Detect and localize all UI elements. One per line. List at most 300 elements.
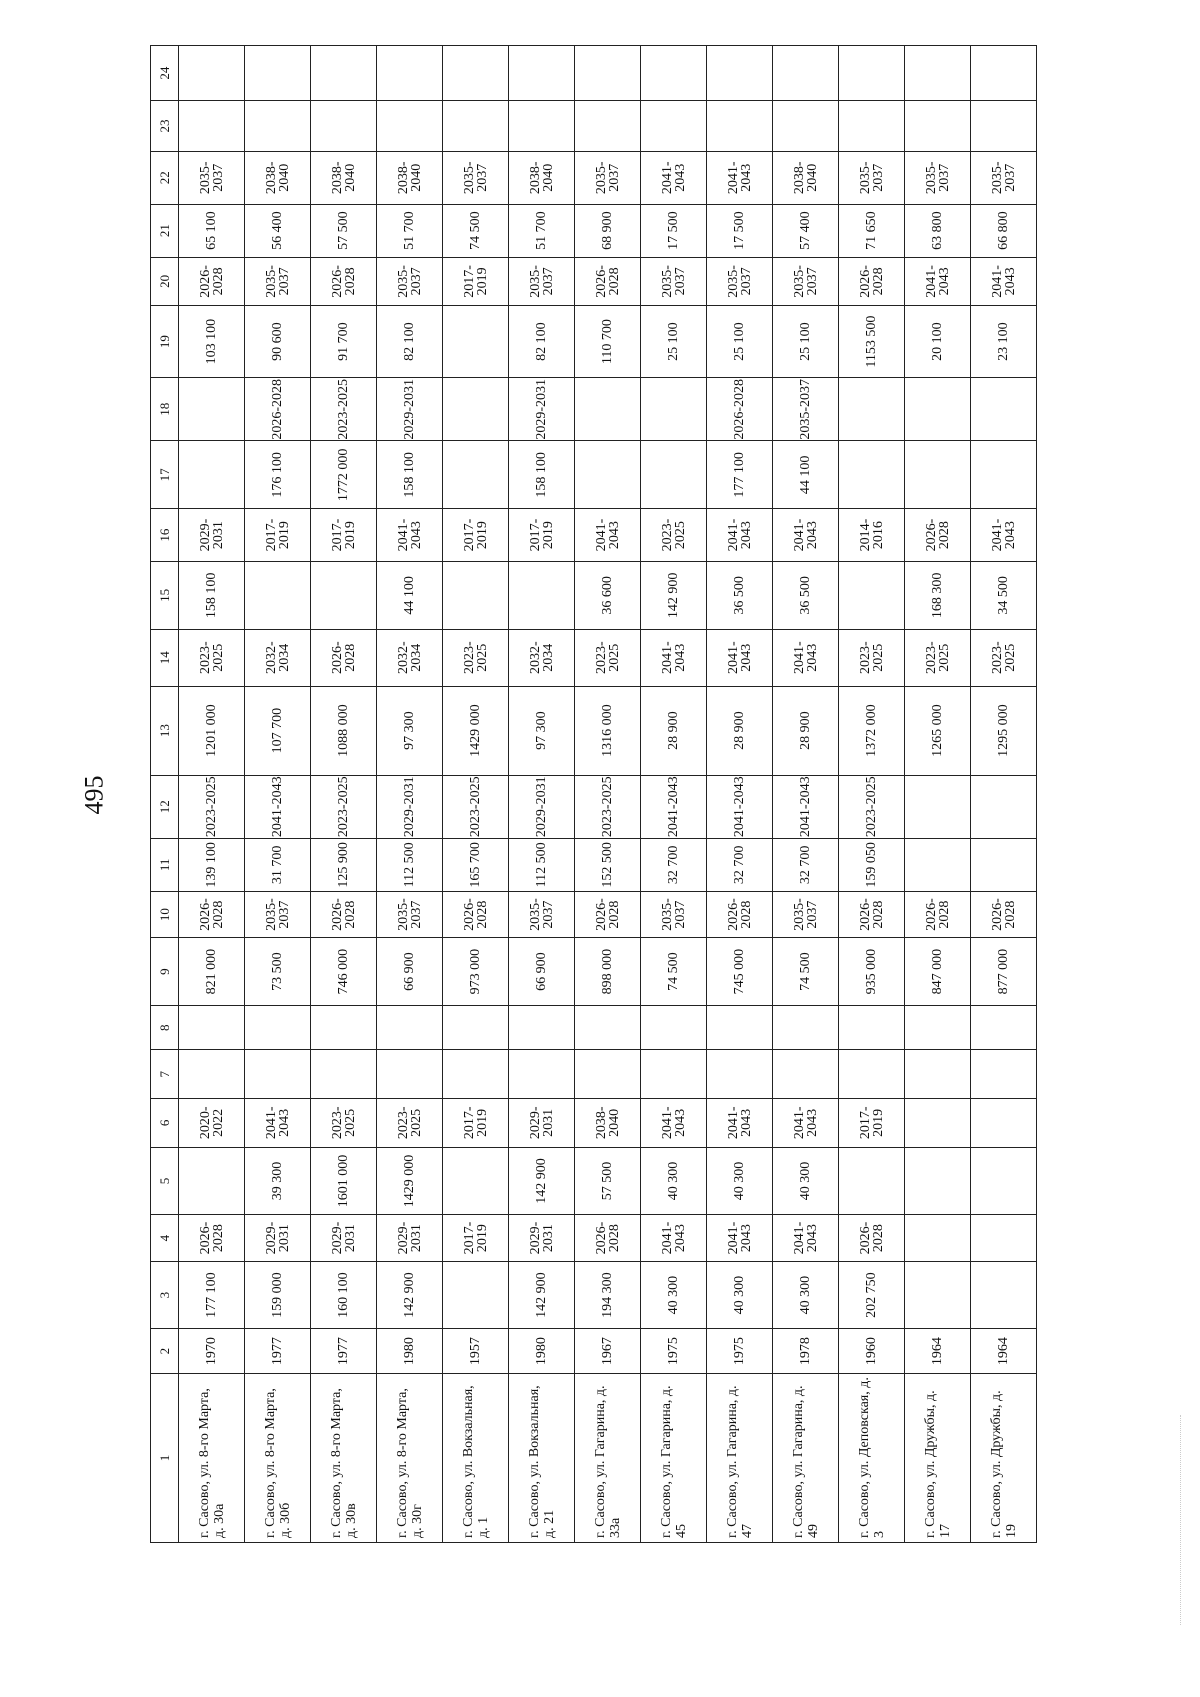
table-cell: 2035-2037 bbox=[377, 257, 443, 306]
table-cell: 17 500 bbox=[707, 204, 773, 257]
table-cell: 2035-2037 bbox=[707, 257, 773, 306]
table-cell: 2041-2043 bbox=[641, 629, 707, 686]
table-cell: 40 300 bbox=[707, 1147, 773, 1215]
table-cell: 2035-2037 bbox=[245, 891, 311, 938]
table-cell bbox=[839, 1006, 905, 1050]
table-cell: 65 100 bbox=[179, 204, 245, 257]
table-cell: 1429 000 bbox=[377, 1147, 443, 1215]
column-header: 16 bbox=[151, 509, 179, 562]
table-cell bbox=[971, 1050, 1037, 1099]
table-cell: 2029-2031 bbox=[509, 1215, 575, 1262]
table-cell: 2038-2040 bbox=[509, 151, 575, 204]
column-header: 20 bbox=[151, 257, 179, 306]
table-cell: 2038-2040 bbox=[575, 1099, 641, 1148]
column-header: 9 bbox=[151, 938, 179, 1006]
table-cell: 2041-2043 bbox=[773, 629, 839, 686]
table-cell: 28 900 bbox=[773, 686, 839, 775]
table-cell: 139 100 bbox=[179, 838, 245, 891]
table-cell: 66 800 bbox=[971, 204, 1037, 257]
table-cell: 2041-2043 bbox=[641, 1099, 707, 1148]
table-cell: 2026-2028 bbox=[707, 378, 773, 441]
table-cell: 2023-2025 bbox=[839, 629, 905, 686]
table-cell bbox=[377, 46, 443, 101]
table-cell bbox=[839, 1050, 905, 1099]
table-cell bbox=[773, 46, 839, 101]
column-header: 11 bbox=[151, 838, 179, 891]
table-cell: 2026-2028 bbox=[971, 891, 1037, 938]
rotated-table-wrapper bbox=[150, 45, 1050, 1543]
address-cell: г. Сасово, ул. Гагарина, д. 47 bbox=[707, 1373, 773, 1542]
table-cell: 112 500 bbox=[377, 838, 443, 891]
table-cell: 973 000 bbox=[443, 938, 509, 1006]
table-cell: 57 500 bbox=[575, 1147, 641, 1215]
table-row bbox=[707, 46, 773, 1543]
table-row bbox=[971, 46, 1037, 1543]
table-cell: 1978 bbox=[773, 1329, 839, 1373]
table-cell: 2026-2028 bbox=[311, 629, 377, 686]
table-cell: 2041-2043 bbox=[641, 775, 707, 838]
address-cell: г. Сасово, ул. Деповская, д. 3 bbox=[839, 1373, 905, 1542]
table-cell: 2041-2043 bbox=[773, 1215, 839, 1262]
table-cell: 2026-2028 bbox=[575, 891, 641, 938]
table-cell: 57 500 bbox=[311, 204, 377, 257]
table-cell: 1295 000 bbox=[971, 686, 1037, 775]
table-cell bbox=[905, 1147, 971, 1215]
table-cell bbox=[707, 46, 773, 101]
table-cell: 39 300 bbox=[245, 1147, 311, 1215]
table-cell bbox=[311, 46, 377, 101]
table-cell: 2041-2043 bbox=[905, 257, 971, 306]
table-cell: 2029-2031 bbox=[179, 509, 245, 562]
table-cell: 745 000 bbox=[707, 938, 773, 1006]
table-cell: 2029-2031 bbox=[245, 1215, 311, 1262]
table-cell: 73 500 bbox=[245, 938, 311, 1006]
table-cell: 2032-2034 bbox=[245, 629, 311, 686]
table-cell: 2029-2031 bbox=[509, 378, 575, 441]
table-row bbox=[905, 46, 971, 1543]
table-cell: 32 700 bbox=[773, 838, 839, 891]
table-cell bbox=[839, 1147, 905, 1215]
table-cell bbox=[905, 378, 971, 441]
address-cell: г. Сасово, ул. 8-го Марта, д. 30а bbox=[179, 1373, 245, 1542]
table-cell bbox=[245, 562, 311, 630]
table-cell: 152 500 bbox=[575, 838, 641, 891]
table-row bbox=[311, 46, 377, 1543]
table-cell: 877 000 bbox=[971, 938, 1037, 1006]
table-cell: 2035-2037 bbox=[509, 257, 575, 306]
table-cell: 90 600 bbox=[245, 306, 311, 378]
table-cell bbox=[245, 46, 311, 101]
table-cell bbox=[443, 1147, 509, 1215]
table-cell: 2026-2028 bbox=[311, 891, 377, 938]
table-cell: 2035-2037 bbox=[641, 257, 707, 306]
table-cell: 2017-2019 bbox=[245, 509, 311, 562]
table-cell: 2026-2028 bbox=[905, 509, 971, 562]
table-cell: 158 100 bbox=[509, 441, 575, 509]
table-cell: 821 000 bbox=[179, 938, 245, 1006]
table-cell: 2035-2037 bbox=[971, 151, 1037, 204]
table-cell bbox=[971, 838, 1037, 891]
column-header: 5 bbox=[151, 1147, 179, 1215]
table-cell: 36 600 bbox=[575, 562, 641, 630]
table-cell: 158 100 bbox=[179, 562, 245, 630]
table-cell: 40 300 bbox=[707, 1261, 773, 1329]
address-cell: г. Сасово, ул. 8-го Марта, д. 30б bbox=[245, 1373, 311, 1542]
table-cell: 165 700 bbox=[443, 838, 509, 891]
table-row bbox=[509, 46, 575, 1543]
table-cell bbox=[905, 101, 971, 152]
table-cell: 2041-2043 bbox=[245, 1099, 311, 1148]
table-cell: 2020-2022 bbox=[179, 1099, 245, 1148]
table-cell: 63 800 bbox=[905, 204, 971, 257]
header-row bbox=[151, 46, 179, 1543]
column-header: 21 bbox=[151, 204, 179, 257]
table-cell: 194 300 bbox=[575, 1261, 641, 1329]
table-cell: 32 700 bbox=[707, 838, 773, 891]
table-cell bbox=[509, 101, 575, 152]
table-cell: 2041-2043 bbox=[707, 1215, 773, 1262]
table-cell: 34 500 bbox=[971, 562, 1037, 630]
table-cell bbox=[443, 101, 509, 152]
table-cell: 2035-2037 bbox=[839, 151, 905, 204]
table-cell bbox=[245, 101, 311, 152]
table-cell bbox=[179, 378, 245, 441]
table-body bbox=[151, 46, 1037, 1543]
table-cell: 74 500 bbox=[773, 938, 839, 1006]
column-header: 13 bbox=[151, 686, 179, 775]
table-cell bbox=[443, 562, 509, 630]
table-cell bbox=[311, 562, 377, 630]
table-cell: 2041-2043 bbox=[773, 509, 839, 562]
table-cell: 103 100 bbox=[179, 306, 245, 378]
table-cell: 57 400 bbox=[773, 204, 839, 257]
table-cell: 2014-2016 bbox=[839, 509, 905, 562]
address-cell: г. Сасово, ул. Дружбы, д. 19 bbox=[971, 1373, 1037, 1542]
table-cell: 176 100 bbox=[245, 441, 311, 509]
table-cell bbox=[641, 1050, 707, 1099]
table-cell: 82 100 bbox=[377, 306, 443, 378]
table-cell bbox=[179, 441, 245, 509]
table-cell bbox=[905, 1099, 971, 1148]
table-cell: 2023-2025 bbox=[179, 775, 245, 838]
table-cell: 142 900 bbox=[509, 1147, 575, 1215]
address-cell: г. Сасово, ул. 8-го Марта, д. 30в bbox=[311, 1373, 377, 1542]
table-cell: 2041-2043 bbox=[773, 1099, 839, 1148]
table-cell bbox=[773, 1050, 839, 1099]
table-cell: 2041-2043 bbox=[707, 1099, 773, 1148]
table-cell: 51 700 bbox=[509, 204, 575, 257]
table-cell bbox=[443, 46, 509, 101]
table-cell: 1977 bbox=[311, 1329, 377, 1373]
table-cell bbox=[971, 775, 1037, 838]
address-cell: г. Сасово, ул. Гагарина, д. 33а bbox=[575, 1373, 641, 1542]
table-row bbox=[575, 46, 641, 1543]
table-cell: 2029-2031 bbox=[377, 378, 443, 441]
table-cell: 40 300 bbox=[773, 1261, 839, 1329]
table-cell: 28 900 bbox=[641, 686, 707, 775]
table-cell: 2023-2025 bbox=[971, 629, 1037, 686]
table-cell: 66 900 bbox=[377, 938, 443, 1006]
table-cell: 25 100 bbox=[773, 306, 839, 378]
table-cell: 1960 bbox=[839, 1329, 905, 1373]
table-cell: 202 750 bbox=[839, 1261, 905, 1329]
table-cell bbox=[575, 378, 641, 441]
table-cell: 177 100 bbox=[707, 441, 773, 509]
column-header: 4 bbox=[151, 1215, 179, 1262]
table-cell: 2035-2037 bbox=[641, 891, 707, 938]
table-cell bbox=[575, 46, 641, 101]
table-cell: 23 100 bbox=[971, 306, 1037, 378]
table-cell: 2023-2025 bbox=[311, 378, 377, 441]
table-cell: 20 100 bbox=[905, 306, 971, 378]
table-cell: 1975 bbox=[707, 1329, 773, 1373]
table-cell: 2041-2043 bbox=[971, 509, 1037, 562]
address-cell: г. Сасово, ул. Гагарина, д. 45 bbox=[641, 1373, 707, 1542]
column-header: 6 bbox=[151, 1099, 179, 1148]
table-cell bbox=[905, 775, 971, 838]
table-cell: 1153 500 bbox=[839, 306, 905, 378]
table-cell: 142 900 bbox=[377, 1261, 443, 1329]
table-cell: 112 500 bbox=[509, 838, 575, 891]
table-cell: 1975 bbox=[641, 1329, 707, 1373]
table-row bbox=[641, 46, 707, 1543]
table-cell: 2038-2040 bbox=[377, 151, 443, 204]
table-cell bbox=[641, 441, 707, 509]
table-cell: 25 100 bbox=[707, 306, 773, 378]
table-cell: 1316 000 bbox=[575, 686, 641, 775]
table-cell: 1967 bbox=[575, 1329, 641, 1373]
table-row bbox=[179, 46, 245, 1543]
table-cell bbox=[311, 1006, 377, 1050]
table-cell: 847 000 bbox=[905, 938, 971, 1006]
column-header: 10 bbox=[151, 891, 179, 938]
table-cell: 32 700 bbox=[641, 838, 707, 891]
table-cell bbox=[641, 1006, 707, 1050]
table-row bbox=[839, 46, 905, 1543]
table-cell bbox=[509, 562, 575, 630]
table-cell bbox=[971, 46, 1037, 101]
table-cell: 2017-2019 bbox=[311, 509, 377, 562]
table-row bbox=[773, 46, 839, 1543]
table-cell: 56 400 bbox=[245, 204, 311, 257]
table-cell: 2023-2025 bbox=[641, 509, 707, 562]
table-cell: 107 700 bbox=[245, 686, 311, 775]
table-cell: 2041-2043 bbox=[707, 509, 773, 562]
address-cell: г. Сасово, ул. Вокзальная, д. 21 bbox=[509, 1373, 575, 1542]
table-cell bbox=[575, 1006, 641, 1050]
table-cell bbox=[443, 441, 509, 509]
table-cell: 2032-2034 bbox=[509, 629, 575, 686]
table-cell: 2023-2025 bbox=[905, 629, 971, 686]
table-cell: 97 300 bbox=[377, 686, 443, 775]
table-cell bbox=[443, 1006, 509, 1050]
table-cell bbox=[377, 1006, 443, 1050]
table-cell: 2035-2037 bbox=[509, 891, 575, 938]
column-header: 2 bbox=[151, 1329, 179, 1373]
table-cell: 2035-2037 bbox=[245, 257, 311, 306]
table-cell bbox=[575, 101, 641, 152]
table-cell: 1964 bbox=[971, 1329, 1037, 1373]
table-cell bbox=[443, 1261, 509, 1329]
table-cell: 74 500 bbox=[443, 204, 509, 257]
table-cell: 2026-2028 bbox=[905, 891, 971, 938]
table-cell bbox=[971, 1099, 1037, 1148]
table-cell bbox=[509, 46, 575, 101]
table-cell: 2041-2043 bbox=[707, 629, 773, 686]
table-cell bbox=[311, 101, 377, 152]
table-cell: 2023-2025 bbox=[311, 1099, 377, 1148]
table-cell: 1601 000 bbox=[311, 1147, 377, 1215]
table-cell: 2026-2028 bbox=[575, 1215, 641, 1262]
table-cell bbox=[839, 441, 905, 509]
column-header: 24 bbox=[151, 46, 179, 101]
table-cell bbox=[839, 101, 905, 152]
table-cell: 2026-2028 bbox=[839, 1215, 905, 1262]
table-cell: 1201 000 bbox=[179, 686, 245, 775]
table-cell: 44 100 bbox=[377, 562, 443, 630]
table-cell: 935 000 bbox=[839, 938, 905, 1006]
address-cell: г. Сасово, ул. Гагарина, д. 49 bbox=[773, 1373, 839, 1542]
table-cell bbox=[707, 1050, 773, 1099]
table-cell bbox=[971, 441, 1037, 509]
column-header: 23 bbox=[151, 101, 179, 152]
table-row bbox=[377, 46, 443, 1543]
table-cell bbox=[971, 378, 1037, 441]
table-cell: 1970 bbox=[179, 1329, 245, 1373]
table-cell: 28 900 bbox=[707, 686, 773, 775]
address-cell: г. Сасово, ул. Вокзальная, д. 1 bbox=[443, 1373, 509, 1542]
table-cell: 142 900 bbox=[509, 1261, 575, 1329]
table-cell: 2041-2043 bbox=[575, 509, 641, 562]
table-cell: 2023-2025 bbox=[575, 775, 641, 838]
table-cell: 2026-2028 bbox=[839, 891, 905, 938]
table-cell bbox=[905, 46, 971, 101]
table-cell: 2026-2028 bbox=[179, 257, 245, 306]
table-cell: 71 650 bbox=[839, 204, 905, 257]
table-cell bbox=[905, 1215, 971, 1262]
table-cell: 68 900 bbox=[575, 204, 641, 257]
column-header: 8 bbox=[151, 1006, 179, 1050]
table-cell: 2023-2025 bbox=[443, 629, 509, 686]
table-cell bbox=[773, 101, 839, 152]
table-cell: 2026-2028 bbox=[245, 378, 311, 441]
table-cell bbox=[839, 378, 905, 441]
table-cell bbox=[707, 101, 773, 152]
table-cell: 36 500 bbox=[773, 562, 839, 630]
table-cell: 2035-2037 bbox=[179, 151, 245, 204]
table-cell: 1980 bbox=[509, 1329, 575, 1373]
column-header: 7 bbox=[151, 1050, 179, 1099]
table-cell: 168 300 bbox=[905, 562, 971, 630]
table-cell: 160 100 bbox=[311, 1261, 377, 1329]
address-cell: г. Сасово, ул. Дружбы, д. 17 bbox=[905, 1373, 971, 1542]
table-cell: 1977 bbox=[245, 1329, 311, 1373]
table-cell bbox=[179, 101, 245, 152]
table-cell bbox=[905, 1261, 971, 1329]
column-header: 3 bbox=[151, 1261, 179, 1329]
table-cell: 25 100 bbox=[641, 306, 707, 378]
table-cell: 97 300 bbox=[509, 686, 575, 775]
data-table bbox=[150, 45, 1037, 1543]
table-cell bbox=[641, 101, 707, 152]
column-header: 12 bbox=[151, 775, 179, 838]
table-cell bbox=[707, 1006, 773, 1050]
table-cell bbox=[443, 306, 509, 378]
table-cell: 2026-2028 bbox=[575, 257, 641, 306]
table-cell: 2041-2043 bbox=[641, 151, 707, 204]
table-cell: 1372 000 bbox=[839, 686, 905, 775]
table-cell bbox=[443, 1050, 509, 1099]
table-cell bbox=[905, 1050, 971, 1099]
table-cell bbox=[773, 1006, 839, 1050]
table-cell bbox=[509, 1050, 575, 1099]
table-cell: 2029-2031 bbox=[509, 775, 575, 838]
column-header: 18 bbox=[151, 378, 179, 441]
table-cell bbox=[971, 1261, 1037, 1329]
table-cell: 2029-2031 bbox=[377, 1215, 443, 1262]
table-cell bbox=[575, 441, 641, 509]
table-cell bbox=[245, 1006, 311, 1050]
table-cell: 159 000 bbox=[245, 1261, 311, 1329]
table-cell: 2035-2037 bbox=[773, 378, 839, 441]
table-cell: 158 100 bbox=[377, 441, 443, 509]
column-header: 15 bbox=[151, 562, 179, 630]
table-cell: 1088 000 bbox=[311, 686, 377, 775]
table-cell: 2023-2025 bbox=[839, 775, 905, 838]
table-cell bbox=[971, 1147, 1037, 1215]
table-cell: 1964 bbox=[905, 1329, 971, 1373]
table-cell: 91 700 bbox=[311, 306, 377, 378]
table-cell bbox=[839, 46, 905, 101]
table-cell bbox=[641, 378, 707, 441]
table-cell: 2017-2019 bbox=[443, 1099, 509, 1148]
table-cell: 2035-2037 bbox=[443, 151, 509, 204]
table-cell: 2041-2043 bbox=[245, 775, 311, 838]
table-cell: 82 100 bbox=[509, 306, 575, 378]
table-cell bbox=[575, 1050, 641, 1099]
table-cell: 36 500 bbox=[707, 562, 773, 630]
table-cell: 2035-2037 bbox=[377, 891, 443, 938]
table-cell: 2023-2025 bbox=[179, 629, 245, 686]
table-cell: 1265 000 bbox=[905, 686, 971, 775]
column-header: 22 bbox=[151, 151, 179, 204]
table-row bbox=[443, 46, 509, 1543]
table-cell bbox=[443, 378, 509, 441]
table-cell: 159 050 bbox=[839, 838, 905, 891]
table-cell: 2023-2025 bbox=[443, 775, 509, 838]
table-cell bbox=[311, 1050, 377, 1099]
table-cell: 2023-2025 bbox=[311, 775, 377, 838]
column-header: 17 bbox=[151, 441, 179, 509]
table-cell: 66 900 bbox=[509, 938, 575, 1006]
table-cell: 2029-2031 bbox=[509, 1099, 575, 1148]
table-cell bbox=[377, 1050, 443, 1099]
table-cell: 898 000 bbox=[575, 938, 641, 1006]
table-cell: 2026-2028 bbox=[443, 891, 509, 938]
table-cell: 2026-2028 bbox=[311, 257, 377, 306]
table-cell: 2041-2043 bbox=[641, 1215, 707, 1262]
table-cell: 2035-2037 bbox=[773, 257, 839, 306]
table-cell: 2023-2025 bbox=[575, 629, 641, 686]
page-number: 495 bbox=[79, 775, 109, 815]
table-cell: 2032-2034 bbox=[377, 629, 443, 686]
table-cell: 142 900 bbox=[641, 562, 707, 630]
table-cell bbox=[179, 46, 245, 101]
table-cell: 2017-2019 bbox=[509, 509, 575, 562]
table-cell bbox=[509, 1006, 575, 1050]
table-cell: 2026-2028 bbox=[707, 891, 773, 938]
table-cell bbox=[971, 1215, 1037, 1262]
